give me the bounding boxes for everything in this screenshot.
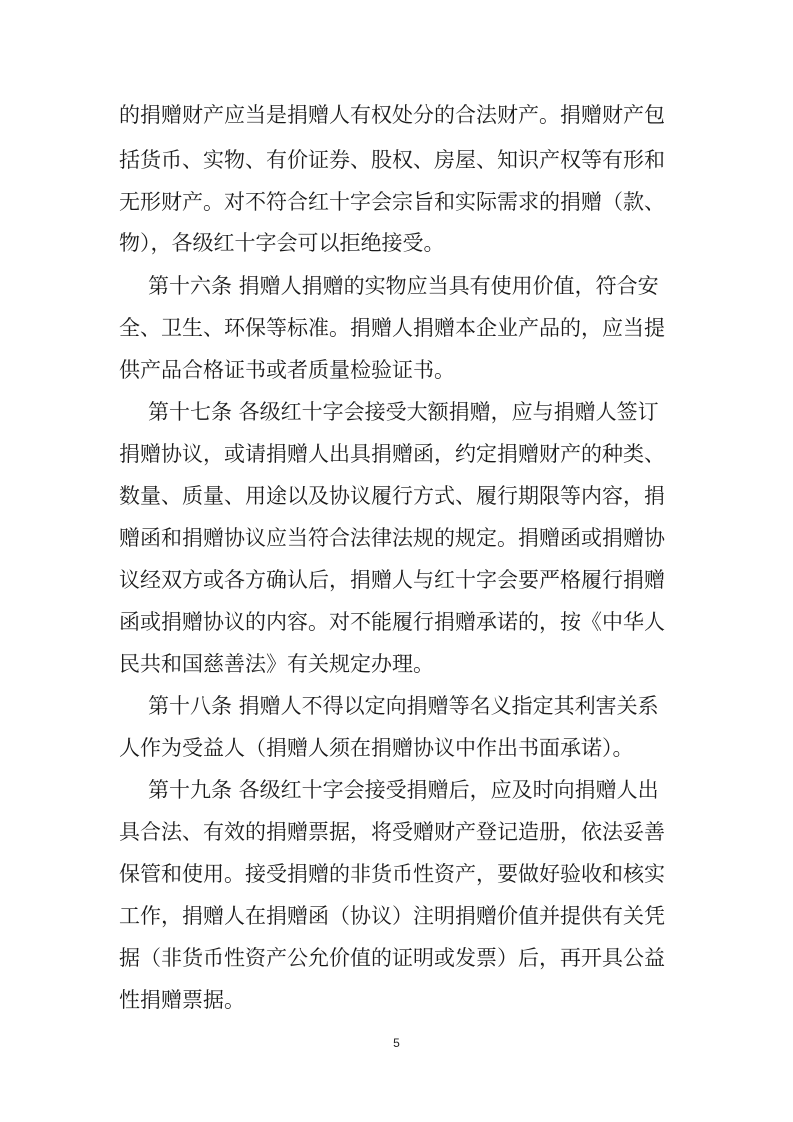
text-line: 议经双方或各方确认后，捐赠人与红十字会要严格履行捐赠 (119, 568, 665, 592)
text-line: 具合法、有效的捐赠票据，将受赠财产登记造册，依法妥善 (119, 820, 665, 844)
text-line: 无形财产。对不符合红十字会宗旨和实际需求的捐赠（款、 (119, 190, 665, 214)
text-line: 的捐赠财产应当是捐赠人有权处分的合法财产。捐赠财产包 (119, 103, 665, 127)
article-19-first-line: 第十九条 各级红十字会接受捐赠后，应及时向捐赠人出 (148, 778, 659, 802)
text-line: 据（非货币性资产公允价值的证明或发票）后，再开具公益 (119, 946, 665, 970)
text-line: 函或捐赠协议的内容。对不能履行捐赠承诺的，按《中华人 (119, 610, 665, 634)
text-line: 捐赠协议，或请捐赠人出具捐赠函，约定捐赠财产的种类、 (119, 442, 665, 466)
page-number: 5 (393, 1036, 400, 1050)
text-line: 保管和使用。接受捐赠的非货币性资产，要做好验收和核实 (119, 862, 665, 886)
text-line: 人作为受益人（捐赠人须在捐赠协议中作出书面承诺）。 (119, 736, 634, 760)
article-18-first-line: 第十八条 捐赠人不得以定向捐赠等名义指定其利害关系 (148, 694, 659, 718)
text-line: 民共和国慈善法》有关规定办理。 (119, 652, 434, 676)
article-16-first-line: 第十六条 捐赠人捐赠的实物应当具有使用价值，符合安 (148, 274, 659, 298)
text-line: 全、卫生、环保等标准。捐赠人捐赠本企业产品的，应当提 (119, 316, 665, 340)
article-17-first-line: 第十七条 各级红十字会接受大额捐赠，应与捐赠人签订 (148, 400, 659, 424)
text-line: 物），各级红十字会可以拒绝接受。 (119, 231, 445, 255)
text-line: 赠函和捐赠协议应当符合法律法规的规定。捐赠函或捐赠协 (119, 526, 665, 550)
text-line: 数量、质量、用途以及协议履行方式、履行期限等内容，捐 (119, 484, 665, 508)
text-line: 括货币、实物、有价证券、股权、房屋、知识产权等有形和 (119, 148, 665, 172)
text-line: 供产品合格证书或者质量检验证书。 (119, 358, 455, 382)
text-line: 性捐赠票据。 (119, 988, 245, 1012)
text-line: 工作，捐赠人在捐赠函（协议）注明捐赠价值并提供有关凭 (119, 904, 665, 928)
